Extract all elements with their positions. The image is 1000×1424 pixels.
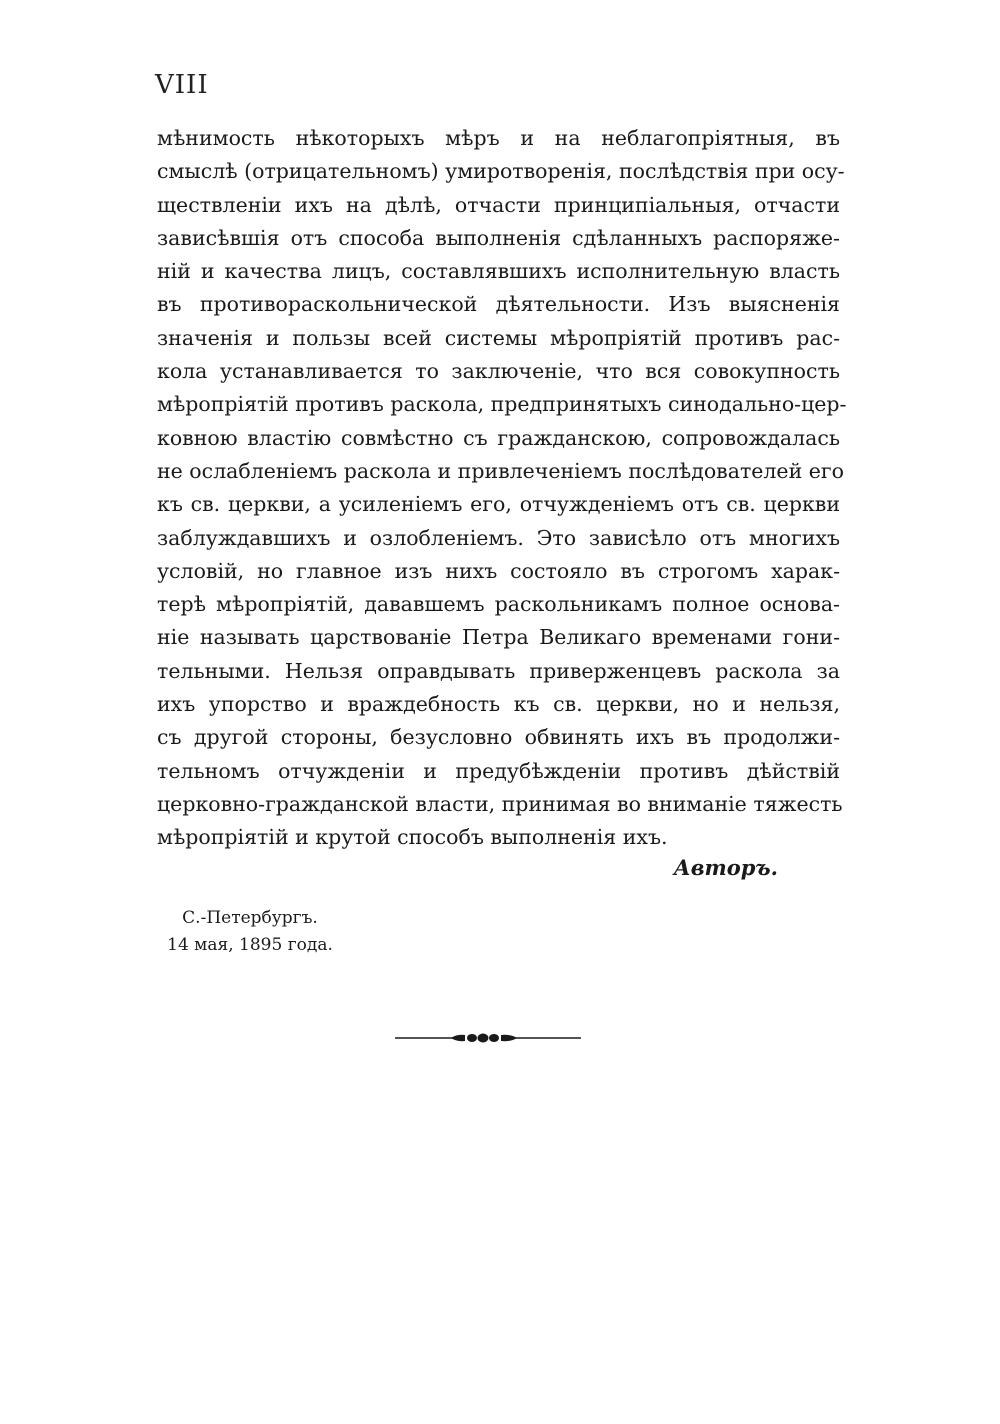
text-line: кола устанавливается то заключеніе, что вся совокупность bbox=[157, 359, 840, 384]
text-line: условій, но главное изъ нихъ состояло въ строгомъ харак- bbox=[157, 558, 840, 583]
text-line: смыслѣ (отрицательномъ) умиротворенія, послѣдствія при осу- bbox=[157, 159, 845, 184]
ornament-divider-icon bbox=[393, 1028, 583, 1048]
text-line: ихъ упорство и враждебность къ св. церкви, но и нельзя, bbox=[157, 692, 840, 717]
place-date bbox=[160, 905, 340, 959]
text-line: значенія и пользы всей системы мѣропріятій противъ рас- bbox=[157, 325, 840, 350]
text-line: тельномъ отчужденіи и предубѣжденіи противъ дѣйствій bbox=[157, 758, 840, 783]
text-line: зависѣвшія отъ способа выполненія сдѣланныхъ распоряже- bbox=[157, 225, 840, 250]
text-line: мѣропріятій противъ раскола, предпринятыхъ синодально-цер- bbox=[157, 392, 847, 417]
text-line: терѣ мѣропріятій, дававшемъ раскольникамъ полное основа- bbox=[157, 592, 840, 617]
text-line: къ св. церкви, а усиленіемъ его, отчужденіемъ отъ св. церкви bbox=[157, 492, 840, 517]
text-line: не ослабленіемъ раскола и привлеченіемъ послѣдователей его bbox=[157, 458, 844, 483]
text-line: ній и качества лицъ, составлявшихъ исполнительную власть bbox=[157, 259, 840, 284]
body-paragraph bbox=[157, 122, 847, 855]
text-line: ществленіи ихъ на дѣлѣ, отчасти принципіальныя, отчасти bbox=[157, 192, 840, 217]
text-line: мѣропріятій и крутой способъ выполненія ихъ. bbox=[157, 825, 668, 850]
text-line: съ другой стороны, безусловно обвинять ихъ въ продолжи- bbox=[157, 725, 840, 750]
text-line: мѣнимость нѣкоторыхъ мѣръ и на неблагопріятныя, въ bbox=[157, 126, 840, 150]
page-number: VIII bbox=[155, 70, 209, 100]
text-line: церковно-гражданской власти, принимая во вниманіе тяжесть bbox=[157, 791, 843, 816]
text-line: ковною властію совмѣстно съ гражданскою, сопровождалась bbox=[157, 425, 840, 450]
date: 14 мая, 1895 года. bbox=[167, 935, 333, 955]
text-line: ніе называть царствованіе Петра Великаго временами гони- bbox=[157, 625, 840, 650]
author-signature: Авторъ. bbox=[673, 855, 778, 880]
text-line: въ противораскольнической дѣятельности. Изъ выясненія bbox=[157, 292, 840, 317]
place: С.-Петербургъ. bbox=[182, 908, 318, 928]
text-line: заблуждавшихъ и озлобленіемъ. Это зависѣло отъ многихъ bbox=[157, 525, 840, 550]
text-line: тельными. Нельзя оправдывать приверженцевъ раскола за bbox=[157, 658, 840, 683]
